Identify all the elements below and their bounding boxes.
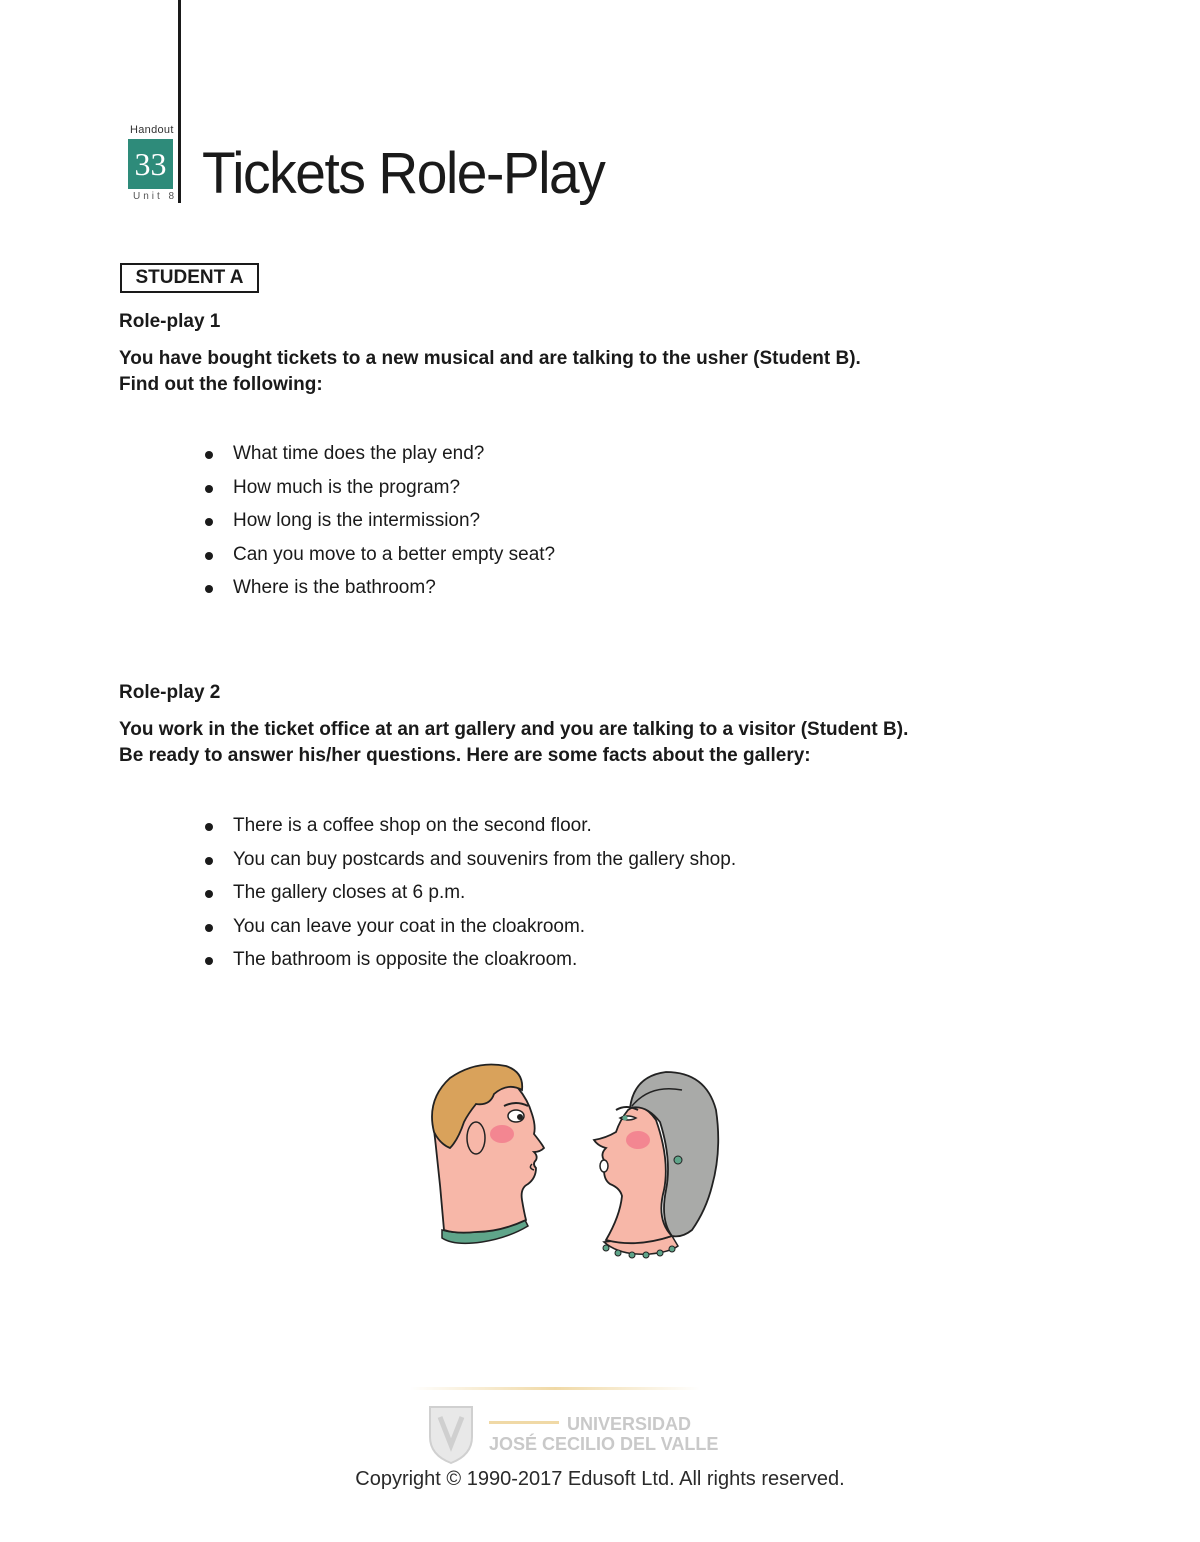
- bullet-icon: [205, 924, 213, 932]
- bullet-icon: [205, 823, 213, 831]
- student-label-box: STUDENT A: [120, 263, 259, 293]
- woman-head-illustration: [594, 1072, 718, 1258]
- list-item: How long is the intermission?: [0, 504, 555, 538]
- bullet-icon: [205, 890, 213, 898]
- page-title: Tickets Role-Play: [202, 141, 605, 206]
- list-item: The gallery closes at 6 p.m.: [0, 876, 736, 910]
- roleplay1-intro-line2: Find out the following:: [119, 374, 323, 395]
- roleplay1-intro: [119, 346, 861, 398]
- university-name-line1: UNIVERSIDAD: [567, 1414, 692, 1434]
- roleplay2-intro-line1: You work in the ticket office at an art gallery and you are talking to a visitor (Student B).: [119, 719, 909, 740]
- bullet-icon: [205, 585, 213, 593]
- handout-label: Handout: [130, 124, 174, 136]
- roleplay1-question-list: [0, 437, 555, 605]
- list-item: Where is the bathroom?: [0, 571, 555, 605]
- bullet-icon: [205, 857, 213, 865]
- roleplay2-facts-list: [0, 809, 736, 977]
- roleplay1-intro-line1: You have bought tickets to a new musical and are talking to the usher (Student B).: [119, 348, 861, 369]
- list-item: You can buy postcards and souvenirs from the gallery shop.: [0, 843, 736, 877]
- university-name-line2: JOSÉ CECILIO DEL VALLE: [489, 1434, 719, 1454]
- list-item: There is a coffee shop on the second floor.: [0, 809, 736, 843]
- bullet-icon: [205, 552, 213, 560]
- unit-label: Unit 8: [133, 191, 178, 202]
- handout-number-badge: 33: [128, 139, 173, 189]
- roleplay2-intro: [119, 717, 908, 769]
- bullet-icon: [205, 485, 213, 493]
- list-item: You can leave your coat in the cloakroom.: [0, 910, 736, 944]
- copyright-notice: Copyright © 1990-2017 Edusoft Ltd. All rights reserved.: [355, 1468, 845, 1490]
- header-divider-line: [178, 0, 181, 203]
- list-item: Can you move to a better empty seat?: [0, 538, 555, 572]
- two-people-talking-illustration: [420, 1060, 730, 1260]
- list-item: What time does the play end?: [0, 437, 555, 471]
- roleplay2-intro-line2: Be ready to answer his/her questions. Here are some facts about the gallery:: [119, 745, 811, 766]
- bullet-icon: [205, 957, 213, 965]
- footer-divider: [410, 1387, 700, 1390]
- list-item: How much is the program?: [0, 471, 555, 505]
- roleplay1-heading: Role-play 1: [119, 311, 221, 332]
- man-head-illustration: [432, 1065, 544, 1244]
- university-name: [489, 1414, 718, 1454]
- roleplay2-heading: Role-play 2: [119, 682, 221, 703]
- university-crest-logo: [426, 1403, 476, 1465]
- bullet-icon: [205, 518, 213, 526]
- bullet-icon: [205, 451, 213, 459]
- list-item: The bathroom is opposite the cloakroom.: [0, 943, 736, 977]
